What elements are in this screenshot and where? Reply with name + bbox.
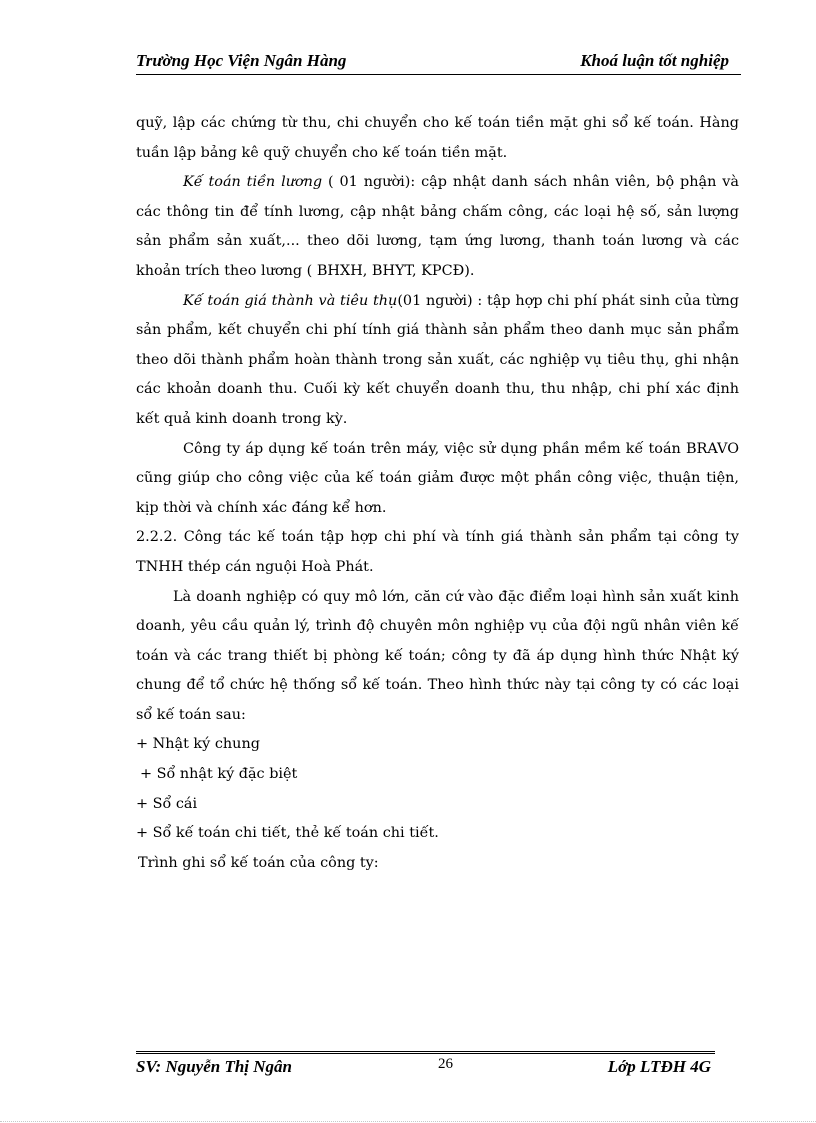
page-edge-divider [0, 1121, 816, 1122]
paragraph-3-title: Kế toán giá thành và tiêu thụ [183, 292, 398, 309]
paragraph-2 [136, 168, 739, 286]
paragraph-5: Là doanh nghiệp có quy mô lớn, căn cứ vào đặc điểm loại hình sản xuất kinh doanh, yêu cầu quản lý, trình độ chuyên môn nghiệp vụ của đội ngũ nhân viên kế toán và các trang thiết bị phòng kế toán; công ty đã áp dụng hình thức Nhật ký chung để tổ chức hệ thống sổ kế toán. Theo hình thức này tại công ty có các loại sổ kế toán sau: [136, 588, 739, 723]
paragraph-2-title: Kế toán tiền lương [183, 174, 323, 191]
paragraph-3-text: (01 người) : tập hợp chi phí phát sinh của từng sản phẩm, kết chuyển chi phí tính giá thành sản phẩm theo danh mục sản phẩm theo dõi thành phẩm hoàn thành trong sản xuất, các nghiệp vụ tiêu thụ, ghi nhận các khoản doanh thu. Cuối kỳ kết chuyển doanh thu, thu nhập, chi phí xác định kết quả kinh doanh trong kỳ. [136, 292, 739, 427]
paragraph-2-text: ( 01 người): cập nhật danh sách nhân viên, bộ phận và các thông tin để tính lương, cập nhật bảng chấm công, các loại hệ số, sản lượng sản phẩm sản xuất,... theo dõi lương, tạm ứng lương, thanh toán lương và các khoản trích theo lương ( BHXH, BHYT, KPCĐ). [136, 174, 739, 279]
section-heading: 2.2.2. Công tác kế toán tập hợp chi phí và tính giá thành sản phẩm tại công ty TNHH thép cán nguội Hoà Phát. [136, 529, 739, 575]
header-doc-type: Khoá luận tốt nghiệp [580, 51, 729, 70]
paragraph-4: Công ty áp dụng kế toán trên máy, việc sử dụng phần mềm kế toán BRAVO cũng giúp cho công việc của kế toán giảm được một phần công việc, thuận tiện, kịp thời và chính xác đáng kể hơn. [136, 440, 739, 516]
list-item: + Sổ kế toán chi tiết, thẻ kế toán chi tiết. [136, 825, 439, 842]
page-footer [136, 1053, 715, 1077]
closing-line: Trình ghi sổ kế toán của công ty: [138, 854, 379, 871]
list-item: + Sổ cái [136, 795, 198, 812]
list-item: + Sổ nhật ký đặc biệt [140, 766, 298, 783]
page-header [136, 48, 741, 75]
document-body [136, 109, 739, 878]
list-item: + Nhật ký chung [136, 736, 260, 753]
header-school: Trường Học Viện Ngân Hàng [136, 51, 347, 70]
footer-class: Lớp LTĐH 4G [607, 1057, 711, 1076]
paragraph-3 [136, 287, 739, 435]
paragraph-1: quỹ, lập các chứng từ thu, chi chuyển cho kế toán tiền mặt ghi sổ kế toán. Hàng tuần lập bảng kê quỹ chuyển cho kế toán tiền mặt. [136, 115, 739, 161]
page-number: 26 [438, 1056, 453, 1072]
footer-student: SV: Nguyễn Thị Ngân [136, 1057, 293, 1076]
